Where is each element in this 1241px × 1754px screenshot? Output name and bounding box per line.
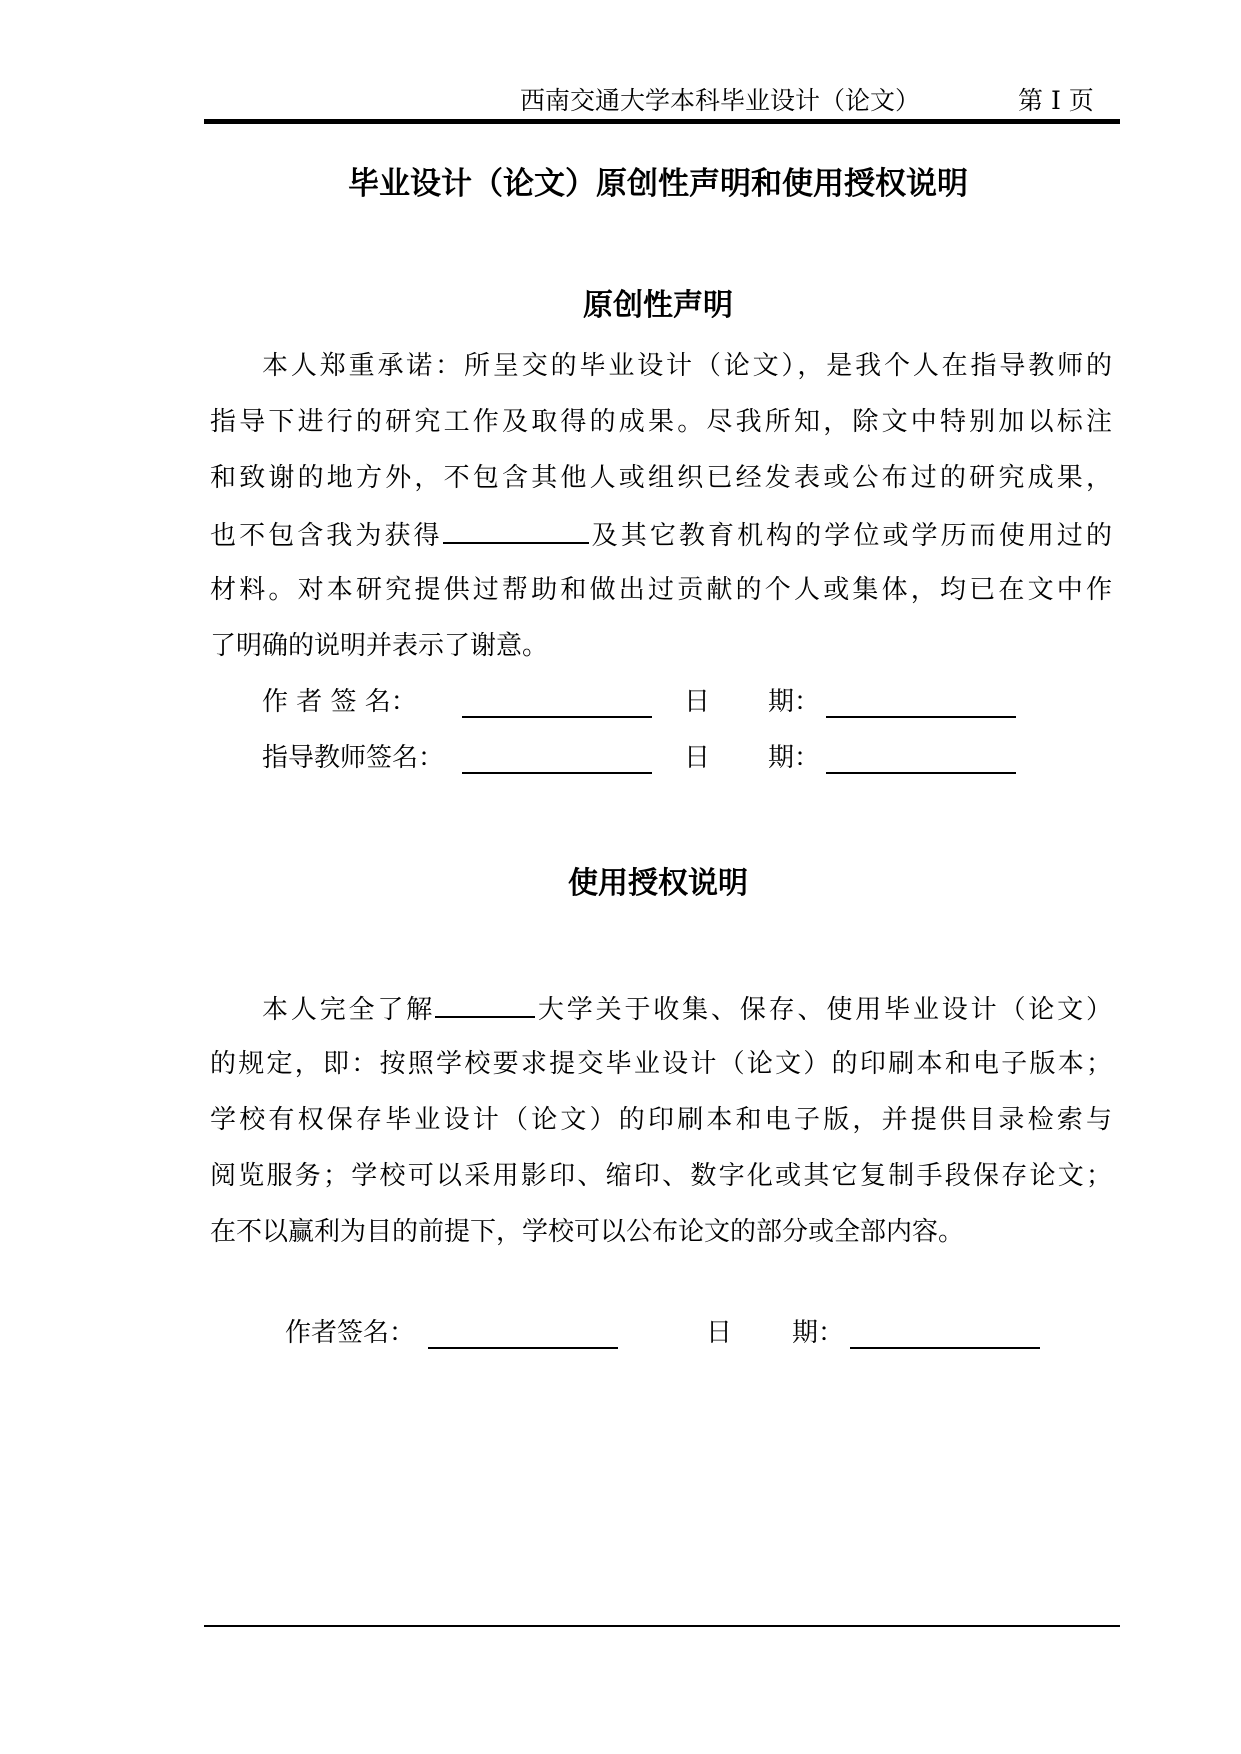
originality-line-4 — [210, 516, 1112, 554]
originality-line-6: 了明确的说明并表示了谢意。 — [210, 631, 549, 661]
footer-rule — [204, 1625, 1120, 1627]
auth-author-signature-line[interactable] — [428, 1347, 618, 1349]
date-label-day: 日 — [684, 687, 711, 717]
advisor-signature-line[interactable] — [462, 772, 652, 774]
originality-heading: 原创性声明 — [583, 288, 733, 323]
originality-line-4-after: 及其它教育机构的学位或学历而使用过的 — [588, 521, 1112, 551]
advisor-date-label-day: 日 — [684, 743, 711, 773]
authorization-line-4: 阅览服务；学校可以采用影印、缩印、数字化或其它复制手段保存论文； — [210, 1161, 1112, 1191]
originality-line-4-before: 也不包含我为获得 — [210, 521, 443, 551]
header-rule — [204, 119, 1120, 124]
authorization-line-3: 学校有权保存毕业设计（论文）的印刷本和电子版，并提供目录检索与 — [210, 1105, 1112, 1135]
originality-line-3: 和致谢的地方外，不包含其他人或组织已经发表或公布过的研究成果， — [210, 463, 1112, 493]
auth-author-signature-label: 作者签名： — [285, 1318, 416, 1348]
main-title: 毕业设计（论文）原创性声明和使用授权说明 — [348, 166, 968, 202]
advisor-signature-label: 指导教师签名： — [262, 743, 445, 773]
university-blank[interactable] — [435, 990, 535, 1018]
originality-line-2: 指导下进行的研究工作及取得的成果。尽我所知，除文中特别加以标注 — [210, 407, 1112, 437]
auth-date-label-period: 期： — [792, 1318, 845, 1348]
header-page-number: 第 I 页 — [1018, 86, 1094, 115]
authorization-line-1-before: 本人完全了解 — [262, 995, 436, 1025]
authorization-line-5: 在不以赢利为目的前提下，学校可以公布论文的部分或全部内容。 — [210, 1217, 965, 1247]
auth-date-label-day: 日 — [706, 1318, 733, 1348]
advisor-date-line[interactable] — [826, 772, 1016, 774]
author-signature-label: 作 者 签 名： — [262, 687, 417, 717]
authorization-line-2: 的规定，即：按照学校要求提交毕业设计（论文）的印刷本和电子版本； — [210, 1049, 1112, 1079]
originality-line-5: 材料。对本研究提供过帮助和做出过贡献的个人或集体，均已在文中作 — [210, 575, 1112, 605]
authorization-line-1-after: 大学关于收集、保存、使用毕业设计（论文） — [535, 995, 1112, 1025]
author-signature-line[interactable] — [462, 716, 652, 718]
header-title: 西南交通大学本科毕业设计（论文） — [520, 86, 921, 115]
author-date-line[interactable] — [826, 716, 1016, 718]
institution-blank[interactable] — [443, 516, 589, 544]
authorization-line-1 — [262, 990, 1112, 1028]
authorization-heading: 使用授权说明 — [568, 866, 748, 901]
auth-date-line[interactable] — [850, 1347, 1040, 1349]
advisor-date-label-period: 期： — [768, 743, 821, 773]
date-label-period: 期： — [768, 687, 821, 717]
originality-line-1: 本人郑重承诺：所呈交的毕业设计（论文），是我个人在指导教师的 — [262, 351, 1112, 381]
